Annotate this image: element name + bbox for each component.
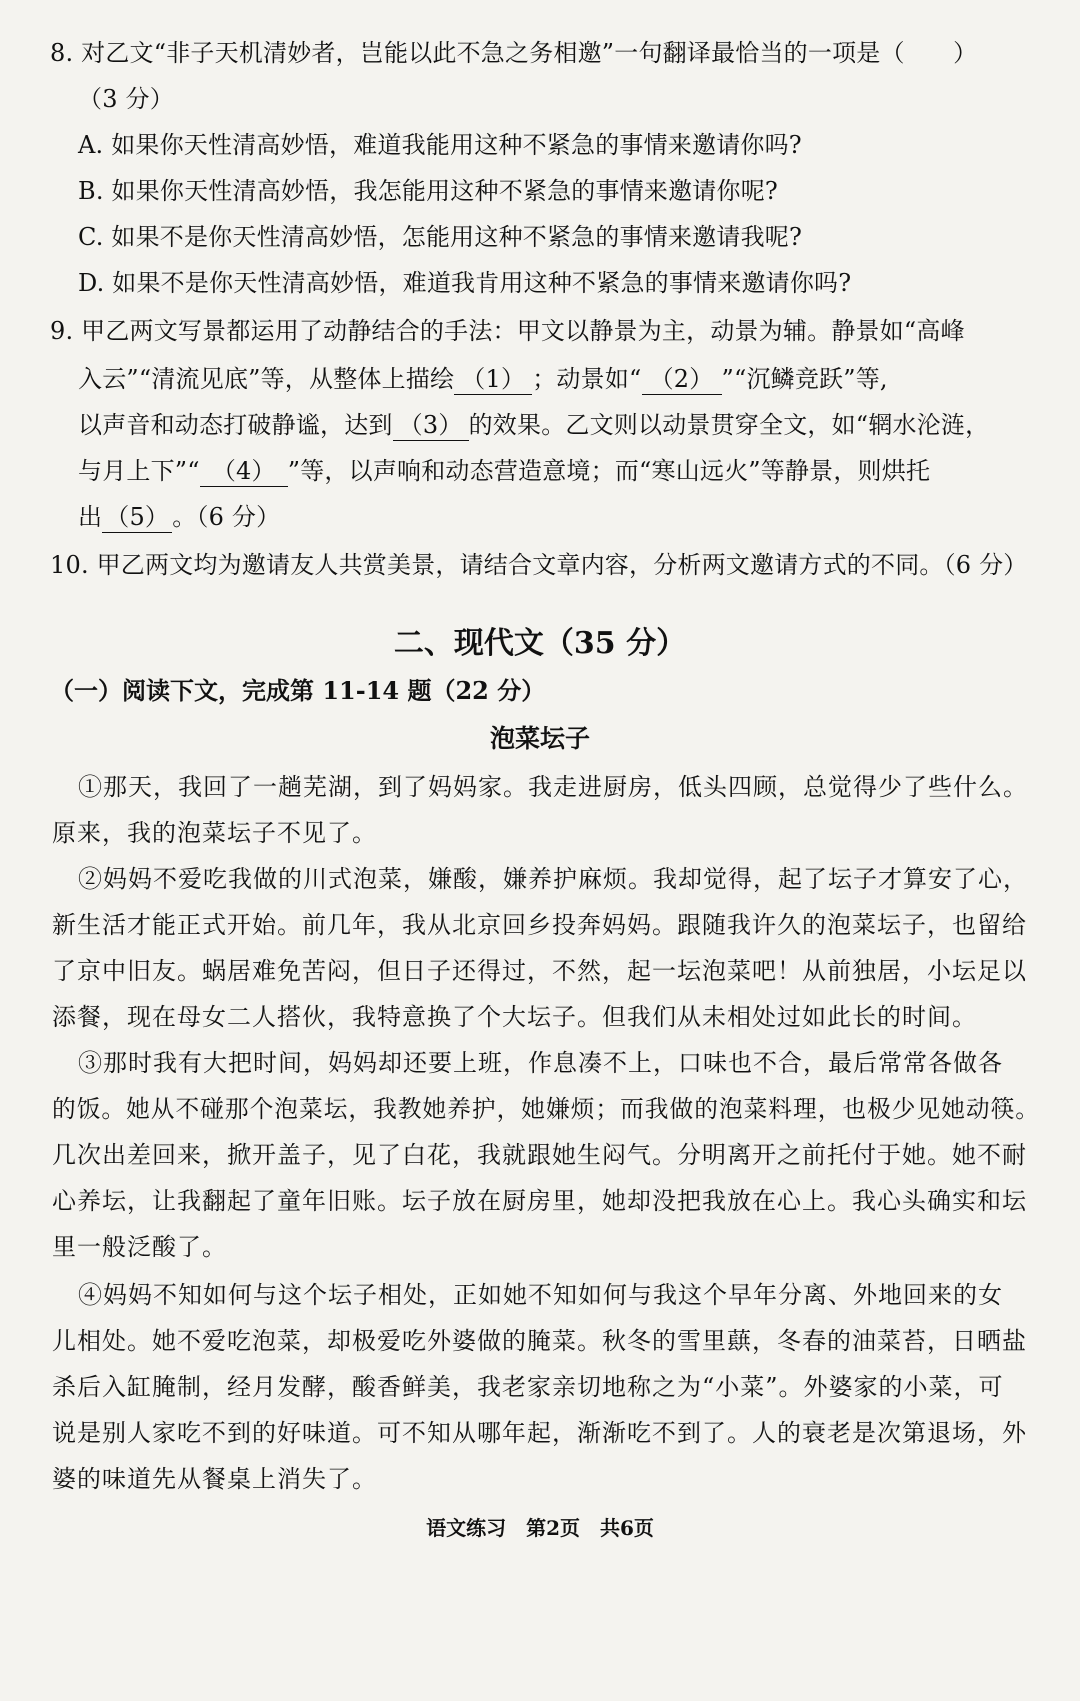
q8-option-c: C. 如果不是你天性清高妙悟，怎能用这种不紧急的事情来邀请我呢? <box>78 223 803 251</box>
essay-line: 杀后入缸腌制，经月发酵，酸香鲜美，我老家亲切地称之为“小菜”。外婆家的小菜，可 <box>52 1373 1004 1401</box>
q9-blank-1: （1） <box>454 364 532 395</box>
q9-text: 出 <box>78 503 103 531</box>
q9-text: ”等，以声响和动态营造意境；而“寒山远火”等静景，则烘托 <box>287 457 931 485</box>
q9-line1: 9. 甲乙两文写景都运用了动静结合的手法：甲文以静景为主，动景为辅。静景如“高峰 <box>50 317 965 345</box>
essay-line: ①那天，我回了一趟芜湖，到了妈妈家。我走进厨房，低头四顾，总觉得少了些什么。 <box>78 773 1028 801</box>
essay-line: 说是别人家吃不到的好味道。可不知从哪年起，渐渐吃不到了。人的衰老是次第退场，外 <box>52 1419 1027 1447</box>
q9-text: 的效果。乙文则以动景贯穿全文，如“辋水沦涟， <box>468 411 990 439</box>
page-footer: 语文练习 第2页 共6页 <box>426 1516 654 1540</box>
essay-line: ④妈妈不知如何与这个坛子相处，正如她不知如何与我这个早年分离、外地回来的女 <box>78 1281 1003 1309</box>
essay-line: 里一般泛酸了。 <box>52 1233 227 1261</box>
q9-blank-2: （2） <box>642 364 722 395</box>
q9-text: 入云”“清流见底”等，从整体上描绘 <box>78 365 455 393</box>
q8-option-d: D. 如果不是你天性清高妙悟，难道我肯用这种不紧急的事情来邀请你吗? <box>78 269 852 297</box>
q9-line3 <box>78 408 989 442</box>
essay-line: 的饭。她从不碰那个泡菜坛，我教她养护，她嫌烦；而我做的泡菜料理，也极少见她动筷。 <box>52 1095 1040 1123</box>
essay-line: 原来，我的泡菜坛子不见了。 <box>52 819 377 847</box>
section-title: 二、现代文（35 分） <box>393 626 687 661</box>
q9-blank-3: （3） <box>393 410 469 441</box>
essay-line: 添餐，现在母女二人搭伙，我特意换了个大坛子。但我们从未相处过如此长的时间。 <box>52 1003 977 1031</box>
essay-title: 泡菜坛子 <box>489 724 590 753</box>
q8-stem-line2: （3 分） <box>78 85 174 113</box>
q9-line4 <box>78 454 930 488</box>
q8-option-b: B. 如果你天性清高妙悟，我怎能用这种不紧急的事情来邀请你呢? <box>78 177 778 205</box>
essay-line: 婆的味道先从餐桌上消失了。 <box>52 1465 377 1493</box>
q10-stem: 10. 甲乙两文均为邀请友人共赏美景，请结合文章内容，分析两文邀请方式的不同。（6 分） <box>50 551 1028 579</box>
essay-line: 几次出差回来，掀开盖子，见了白花，我就跟她生闷气。分明离开之前托付于她。她不耐 <box>52 1141 1027 1169</box>
q9-text: ；动景如“ <box>532 365 642 393</box>
q9-blank-4: （4） <box>200 456 288 487</box>
reading-part-title: （一）阅读下文，完成第 11-14 题（22 分） <box>50 676 546 705</box>
q8-option-a: A. 如果你天性清高妙悟，难道我能用这种不紧急的事情来邀请你吗? <box>78 131 802 159</box>
essay-line: ③那时我有大把时间，妈妈却还要上班，作息凑不上，口味也不合，最后常常各做各 <box>78 1049 1003 1077</box>
q8-stem-line1: 8. 对乙文“非子天机清妙者，岂能以此不急之务相邀”一句翻译最恰当的一项是（ ） <box>50 39 978 67</box>
essay-line: 了京中旧友。蜗居难免苦闷，但日子还得过，不然，起一坛泡菜吧！从前独居，小坛足以 <box>52 957 1027 985</box>
q9-line5 <box>78 500 280 534</box>
q9-text: 以声音和动态打破静谧，达到 <box>78 411 393 439</box>
essay-line: 新生活才能正式开始。前几年，我从北京回乡投奔妈妈。跟随我许久的泡菜坛子，也留给 <box>52 911 1027 939</box>
q9-text: 与月上下”“ <box>78 457 200 485</box>
q9-text: ”“沉鳞竞跃”等, <box>721 365 888 393</box>
q9-text: 。（6 分） <box>172 503 281 531</box>
q9-blank-5: （5） <box>102 502 172 533</box>
q9-line2 <box>78 362 888 396</box>
essay-line: 心养坛，让我翻起了童年旧账。坛子放在厨房里，她却没把我放在心上。我心头确实和坛 <box>52 1187 1027 1215</box>
essay-line: ②妈妈不爱吃我做的川式泡菜，嫌酸，嫌养护麻烦。我却觉得，起了坛子才算安了心， <box>78 865 1028 893</box>
essay-line: 儿相处。她不爱吃泡菜，却极爱吃外婆做的腌菜。秋冬的雪里蕻，冬春的油菜苔，日晒盐 <box>52 1327 1027 1355</box>
